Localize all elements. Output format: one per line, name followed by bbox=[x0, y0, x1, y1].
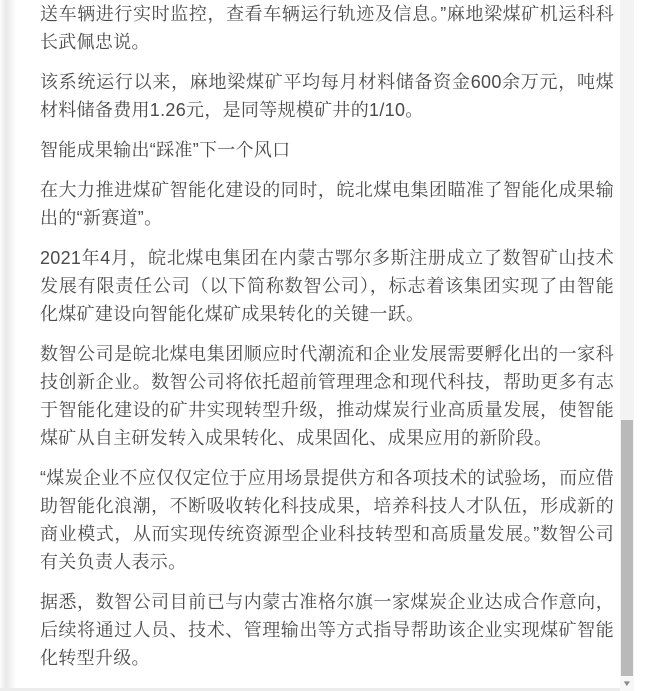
article-paragraph: 数智公司是皖北煤电集团顺应时代潮流和企业发展需要孵化出的一家科技创新企业。数智公司将依托超前管理理念和现代科技，帮助更多有志于智能化建设的矿井实现转型升级，推动煤炭行业高质量发展，使智能煤矿从自主研发转入成果转化、成果固化、成果应用的新阶段。 bbox=[40, 344, 614, 448]
article-paragraph: 送车辆进行实时监控，查看车辆运行轨迹及信息。”麻地梁煤矿机运科科长武佩忠说。 bbox=[40, 4, 614, 52]
article-paragraph: “煤炭企业不应仅仅定位于应用场景提供方和各项技术的试验场，而应借助智能化浪潮，不断吸收转化科技成果，培养科技人才队伍，形成新的商业模式，从而实现传统资源型企业科技转型和高质量发展。”数智公司有关负责人表示。 bbox=[40, 468, 614, 572]
article-body bbox=[40, 0, 614, 684]
scroll-down-icon: ▼ bbox=[621, 678, 633, 688]
section-heading: 智能成果输出“踩准”下一个风口 bbox=[40, 140, 291, 160]
page-left-edge-shadow bbox=[0, 0, 16, 691]
scroll-down-button[interactable] bbox=[620, 676, 634, 691]
article-paragraph: 该系统运行以来，麻地梁煤矿平均每月材料储备资金600余万元，吨煤材料储备费用1.26元，是同等规模矿井的1/10。 bbox=[40, 72, 614, 120]
vertical-scrollbar[interactable] bbox=[620, 0, 634, 691]
article-paragraph: 2021年4月，皖北煤电集团在内蒙古鄂尔多斯注册成立了数智矿山技术发展有限责任公司（以下简称数智公司），标志着该集团实现了由智能化煤矿建设向智能化煤矿成果转化的关键一跃。 bbox=[40, 248, 614, 324]
article-paragraph: 据悉，数智公司目前已与内蒙古准格尔旗一家煤炭企业达成合作意向，后续将通过人员、技术、管理输出等方式指导帮助该企业实现煤矿智能化转型升级。 bbox=[40, 592, 614, 668]
scrollbar-thumb[interactable] bbox=[621, 420, 633, 676]
article-paragraph: 在大力推进煤矿智能化建设的同时，皖北煤电集团瞄准了智能化成果输出的“新赛道”。 bbox=[40, 180, 614, 228]
